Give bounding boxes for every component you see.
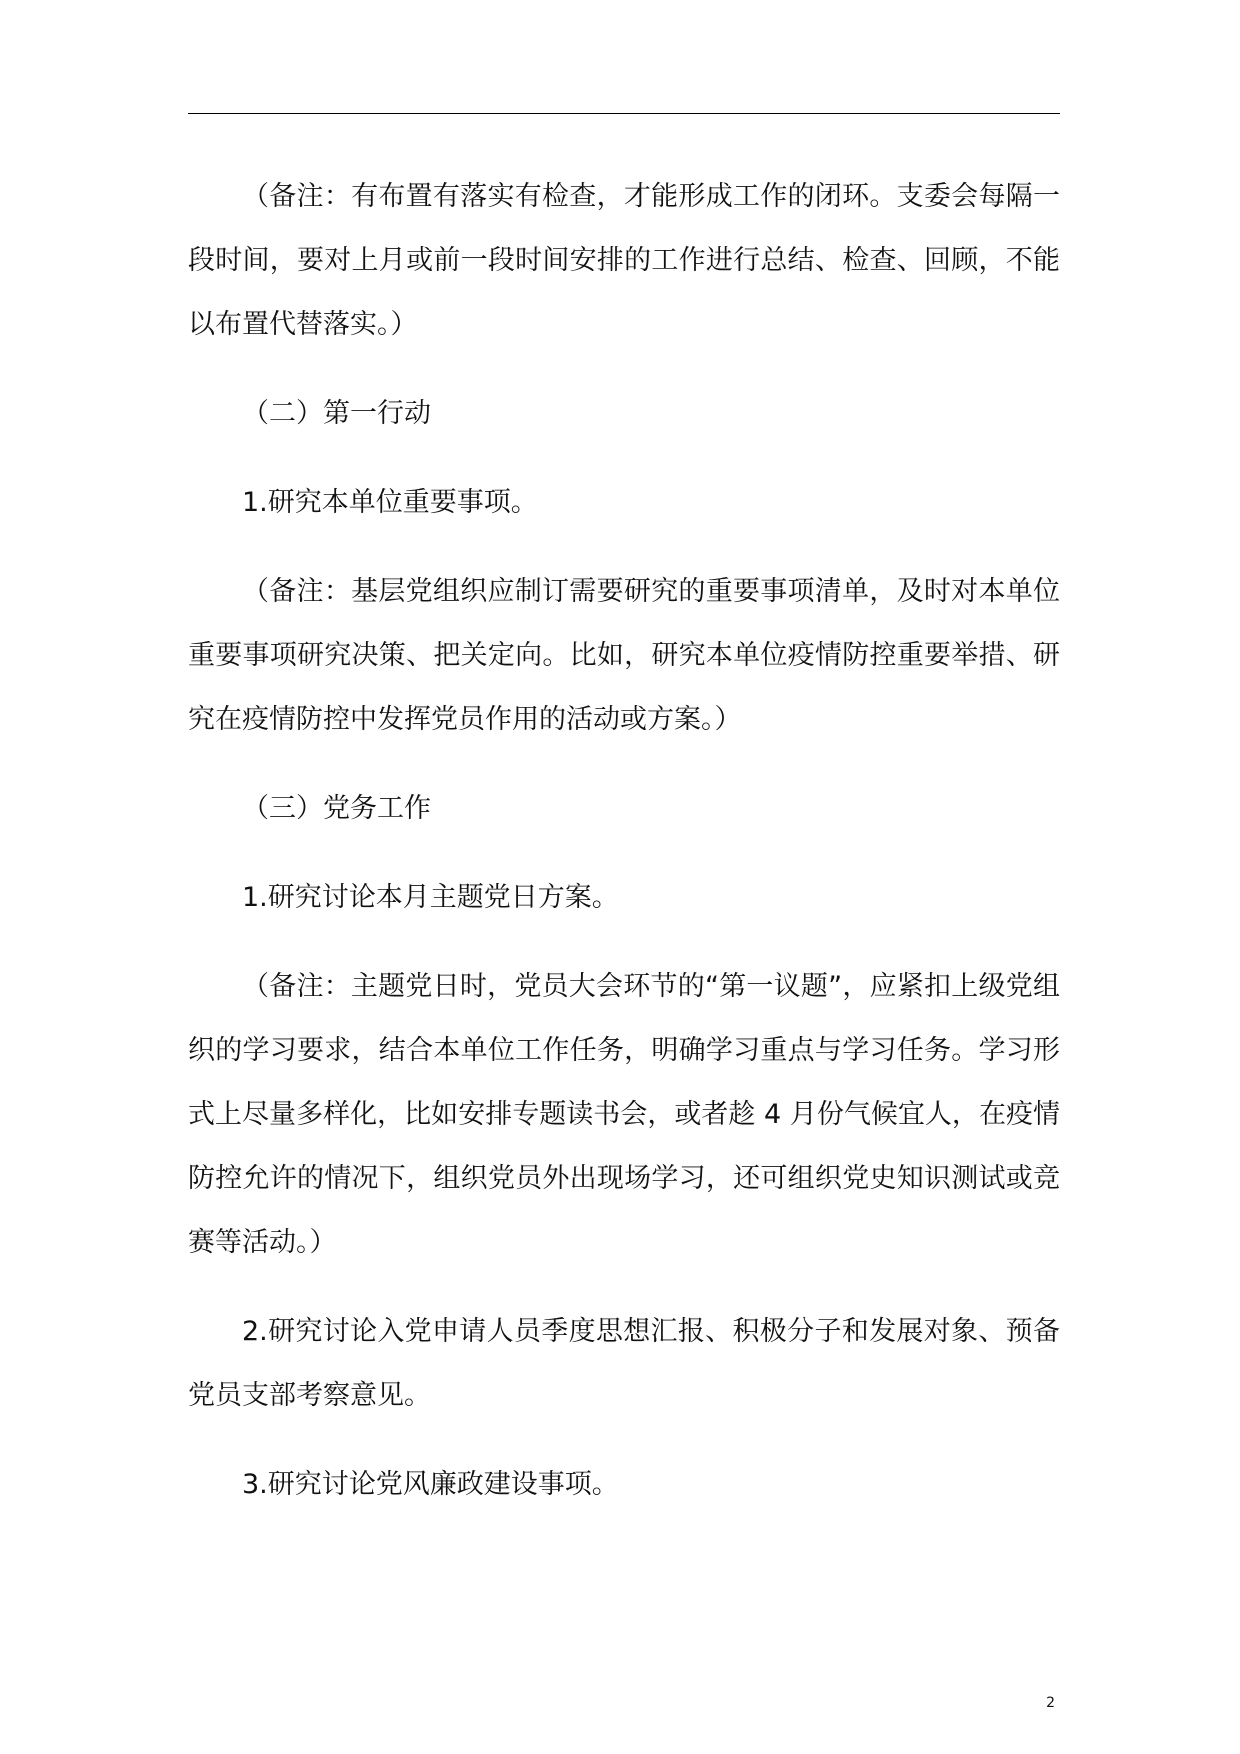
list-item-research-important-matters: 1.研究本单位重要事项。: [242, 487, 538, 518]
paragraph-note-closed-loop: （备注：有布置有落实有检查，才能形成工作的闭环。支委会每隔一段时间，要对上月或前一段时间安排的工作进行总结、检查、回顾，不能以布置代替落实。）: [188, 181, 1060, 340]
header-rule: [188, 113, 1060, 114]
list-item-theme-party-day: 1.研究讨论本月主题党日方案。: [242, 882, 619, 913]
list-item-applicant-reports: 2.研究讨论入党申请人员季度思想汇报、积极分子和发展对象、预备党员支部考察意见。: [188, 1316, 1060, 1411]
section-heading-party-affairs: （三）党务工作: [242, 793, 431, 824]
list-item-integrity-building: 3.研究讨论党风廉政建设事项。: [242, 1469, 619, 1500]
paragraph-note-important-matters: （备注：基层党组织应制订需要研究的重要事项清单，及时对本单位重要事项研究决策、把关定向。比如，研究本单位疫情防控重要举措、研究在疫情防控中发挥党员作用的活动或方案。）: [188, 576, 1060, 735]
page-number: 2: [1046, 1695, 1055, 1711]
document-body: [188, 165, 1060, 1517]
paragraph-note-theme-party-day: （备注：主题党日时，党员大会环节的“第一议题”，应紧扣上级党组织的学习要求，结合本单位工作任务，明确学习重点与学习任务。学习形式上尽量多样化，比如安排专题读书会，或者趁 4 月份气候宜人，在疫情防控允许的情况下，组织党员外出现场学习，还可组织党史知识测试或竞赛等活动。）: [188, 971, 1060, 1258]
section-heading-first-action: （二）第一行动: [242, 398, 431, 429]
